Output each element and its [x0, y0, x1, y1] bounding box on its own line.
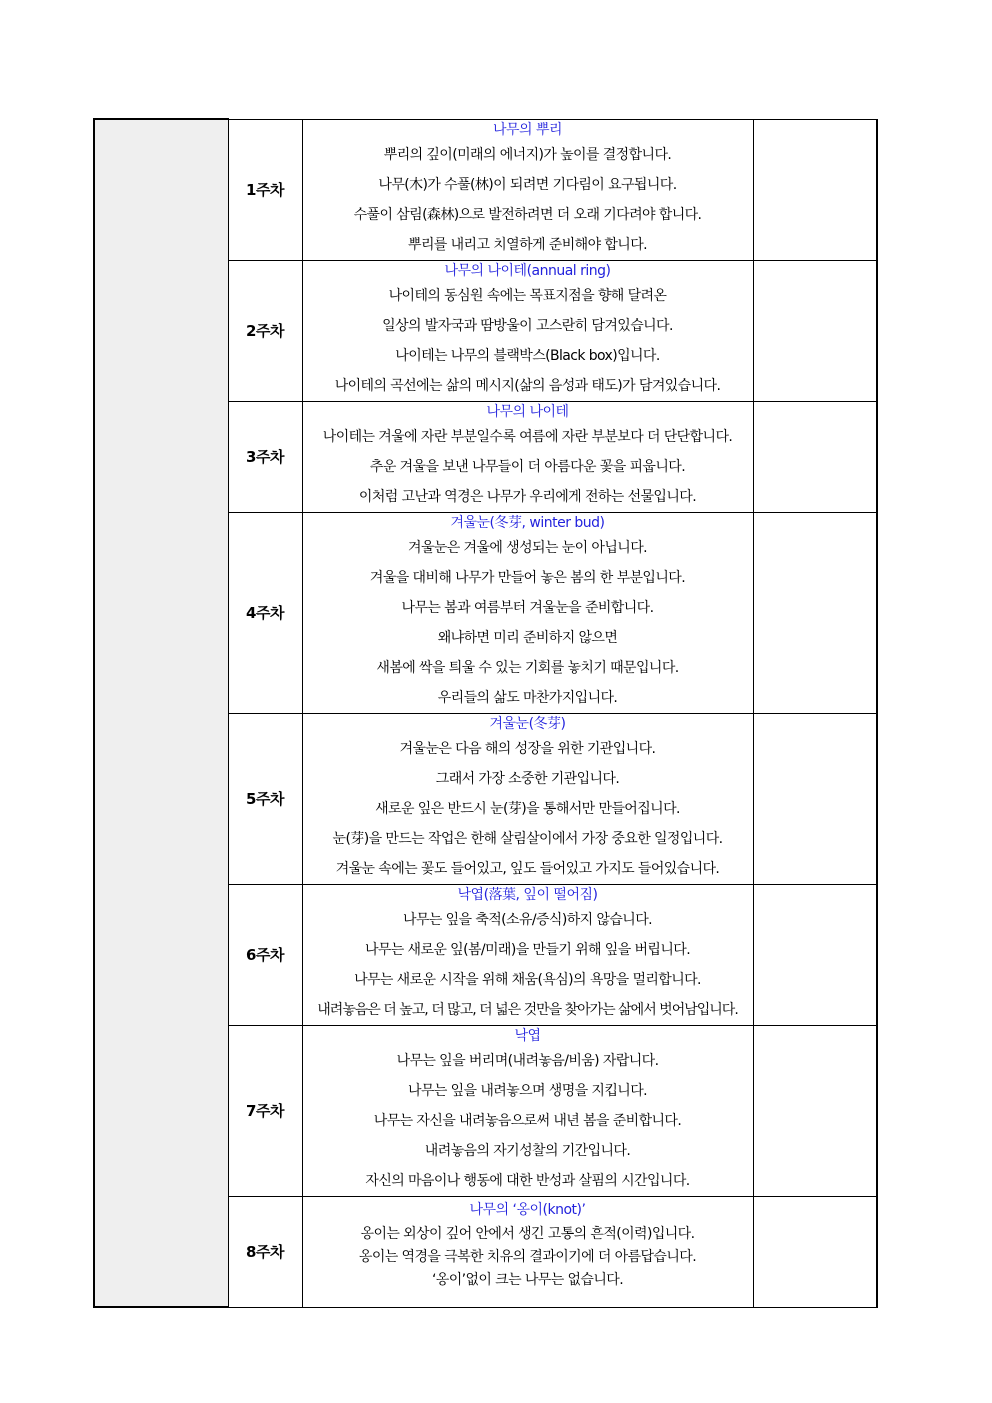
content-line: 나무는 새로운 잎(봄/미래)을 만들기 위해 잎을 버립니다.	[364, 941, 691, 958]
content-line: 나이테의 동심원 속에는 목표지점을 향해 달려온	[388, 287, 667, 304]
week-label: 3주차	[228, 401, 302, 512]
content-line: 나무(木)가 수풀(林)이 되려면 기다림이 요구됩니다.	[378, 176, 677, 193]
topic-title: 나무의 ‘옹이(knot)’	[469, 1201, 586, 1218]
week-content	[302, 512, 753, 713]
week-content	[302, 119, 753, 260]
content-line: 나무는 잎을 내려놓으며 생명을 지킵니다.	[408, 1082, 647, 1099]
notes-cell	[753, 1025, 877, 1196]
notes-cell	[753, 119, 877, 260]
notes-cell	[753, 401, 877, 512]
week-label: 8주차	[228, 1196, 302, 1307]
content-line: 그래서 가장 소중한 기관입니다.	[435, 770, 620, 787]
content-line: 추운 겨울을 보낸 나무들이 더 아름다운 꽃을 피웁니다.	[369, 458, 686, 475]
content-line: 뿌리를 내리고 치열하게 준비해야 합니다.	[408, 236, 647, 253]
content-line: 내려놓음은 더 높고, 더 많고, 더 넓은 것만을 찾아가는 삶에서 벗어남입니다.	[317, 1001, 738, 1018]
topic-title: 나무의 나이테	[486, 403, 569, 420]
content-line: 겨울눈 속에는 꽃도 들어있고, 잎도 들어있고 가지도 들어있습니다.	[335, 860, 720, 877]
content-line: 옹이는 외상이 깊어 안에서 생긴 고통의 흔적(이력)입니다.	[360, 1225, 695, 1242]
week-content	[302, 713, 753, 884]
content-line: 나이테의 곡선에는 삶의 메시지(삶의 음성과 태도)가 담겨있습니다.	[334, 377, 721, 394]
topic-title: 낙엽	[514, 1027, 541, 1044]
topic-title: 낙엽(落葉, 잎이 떨어짐)	[457, 886, 598, 903]
content-line: 겨울눈은 다음 해의 성장을 위한 기관입니다.	[399, 740, 656, 757]
content-line: 옹이는 역경을 극복한 치유의 결과이기에 더 아름답습니다.	[358, 1248, 697, 1265]
content-line: 나무는 새로운 시작을 위해 채움(욕심)의 욕망을 멀리합니다.	[354, 971, 701, 988]
notes-cell	[753, 260, 877, 401]
week-label: 2주차	[228, 260, 302, 401]
content-line: ‘옹이’없이 크는 나무는 없습니다.	[431, 1271, 624, 1288]
notes-cell	[753, 1196, 877, 1307]
content-line: 나무는 봄과 여름부터 겨울눈을 준비합니다.	[401, 599, 654, 616]
content-line: 수풀이 삼림(森林)으로 발전하려면 더 오래 기다려야 합니다.	[353, 206, 702, 223]
content-line: 나이테는 겨울에 자란 부분일수록 여름에 자란 부분보다 더 단단합니다.	[322, 428, 733, 445]
week-content	[302, 884, 753, 1025]
content-line: 자신의 마음이나 행동에 대한 반성과 살핌의 시간입니다.	[365, 1172, 690, 1189]
content-line: 나무는 자신을 내려놓음으로써 내년 봄을 준비합니다.	[373, 1112, 682, 1129]
week-content	[302, 401, 753, 512]
week-content	[302, 1025, 753, 1196]
content-line: 새로운 잎은 반드시 눈(芽)을 통해서만 만들어집니다.	[375, 800, 680, 817]
content-line: 우리들의 삶도 마찬가지입니다.	[437, 689, 618, 706]
week-label: 7주차	[228, 1025, 302, 1196]
content-line: 새봄에 싹을 틔울 수 있는 기회를 놓치기 때문입니다.	[376, 659, 679, 676]
week-label: 4주차	[228, 512, 302, 713]
weekly-plan-table	[93, 118, 878, 1308]
content-line: 내려놓음의 자기성찰의 기간입니다.	[424, 1142, 631, 1159]
topic-title: 겨울눈(冬芽, winter bud)	[450, 514, 605, 531]
topic-title: 나무의 나이테(annual ring)	[444, 262, 611, 279]
content-line: 겨울눈은 겨울에 생성되는 눈이 아닙니다.	[408, 539, 647, 556]
week-label: 5주차	[228, 713, 302, 884]
notes-cell	[753, 884, 877, 1025]
topic-title: 나무의 뿌리	[492, 121, 563, 138]
week-content	[302, 1196, 753, 1307]
content-line: 눈(芽)을 만드는 작업은 한해 살림살이에서 가장 중요한 일정입니다.	[332, 830, 723, 847]
content-line: 나무는 잎을 버리며(내려놓음/비움) 자랍니다.	[396, 1052, 659, 1069]
content-line: 겨울을 대비해 나무가 만들어 놓은 봄의 한 부분입니다.	[369, 569, 686, 586]
content-line: 일상의 발자국과 땀방울이 고스란히 담겨있습니다.	[382, 317, 673, 334]
notes-cell	[753, 512, 877, 713]
content-line: 왜냐하면 미리 준비하지 않으면	[437, 629, 618, 646]
week-label: 6주차	[228, 884, 302, 1025]
week-label: 1주차	[228, 119, 302, 260]
notes-cell	[753, 713, 877, 884]
content-line: 나이테는 나무의 블랙박스(Black box)입니다.	[395, 347, 660, 364]
week-content	[302, 260, 753, 401]
content-line: 이처럼 고난과 역경은 나무가 우리에게 전하는 선물입니다.	[358, 488, 697, 505]
content-line: 뿌리의 깊이(미래의 에너지)가 높이를 결정합니다.	[383, 146, 672, 163]
topic-title: 겨울눈(冬芽)	[489, 715, 566, 732]
side-column	[94, 119, 228, 1307]
content-line: 나무는 잎을 축적(소유/증식)하지 않습니다.	[403, 911, 652, 928]
